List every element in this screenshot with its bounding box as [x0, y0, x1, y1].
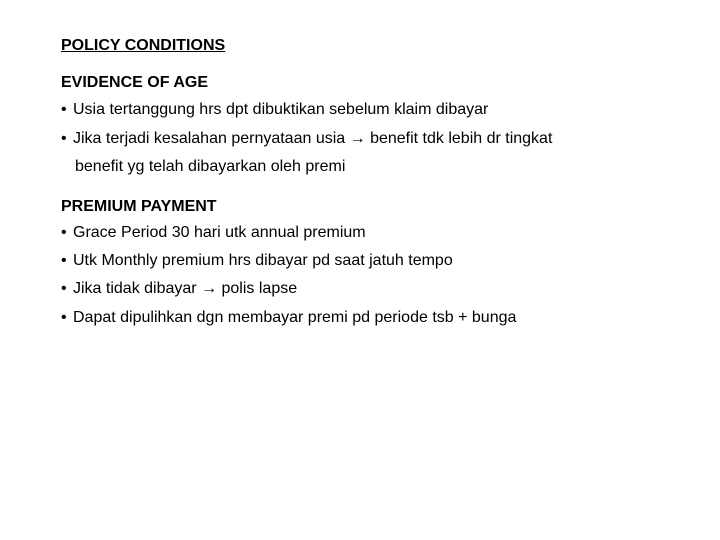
- bullet-icon: •: [61, 224, 67, 241]
- list-item-text: Usia tertanggung hrs dpt dibuktikan sebelum klaim dibayar: [73, 101, 489, 118]
- list-item: [61, 308, 516, 328]
- list-item-text: Grace Period 30 hari utk annual premium: [73, 224, 366, 241]
- list-item-text: Utk Monthly premium hrs dibayar pd saat jatuh tempo: [73, 252, 453, 269]
- document-title: POLICY CONDITIONS: [61, 37, 226, 54]
- bullet-icon: •: [61, 252, 67, 269]
- section-heading-evidence-of-age: EVIDENCE OF AGE: [61, 74, 208, 91]
- bullet-icon: •: [61, 101, 67, 118]
- bullet-icon: •: [61, 280, 67, 297]
- list-item: [61, 251, 453, 271]
- section-heading-premium-payment: PREMIUM PAYMENT: [61, 198, 217, 215]
- list-item-text: Jika terjadi kesalahan pernyataan usia → benefit tdk lebih dr tingkat: [73, 130, 553, 147]
- list-item-continuation: benefit yg telah dibayarkan oleh premi: [75, 158, 346, 175]
- list-item: [61, 100, 488, 120]
- list-item: [61, 223, 366, 243]
- list-item: [61, 279, 297, 299]
- bullet-icon: •: [61, 130, 67, 147]
- bullet-icon: •: [61, 309, 67, 326]
- list-item: [61, 129, 552, 149]
- list-item-text: Jika tidak dibayar → polis lapse: [73, 280, 298, 297]
- list-item-text: Dapat dipulihkan dgn membayar premi pd periode tsb + bunga: [73, 309, 517, 326]
